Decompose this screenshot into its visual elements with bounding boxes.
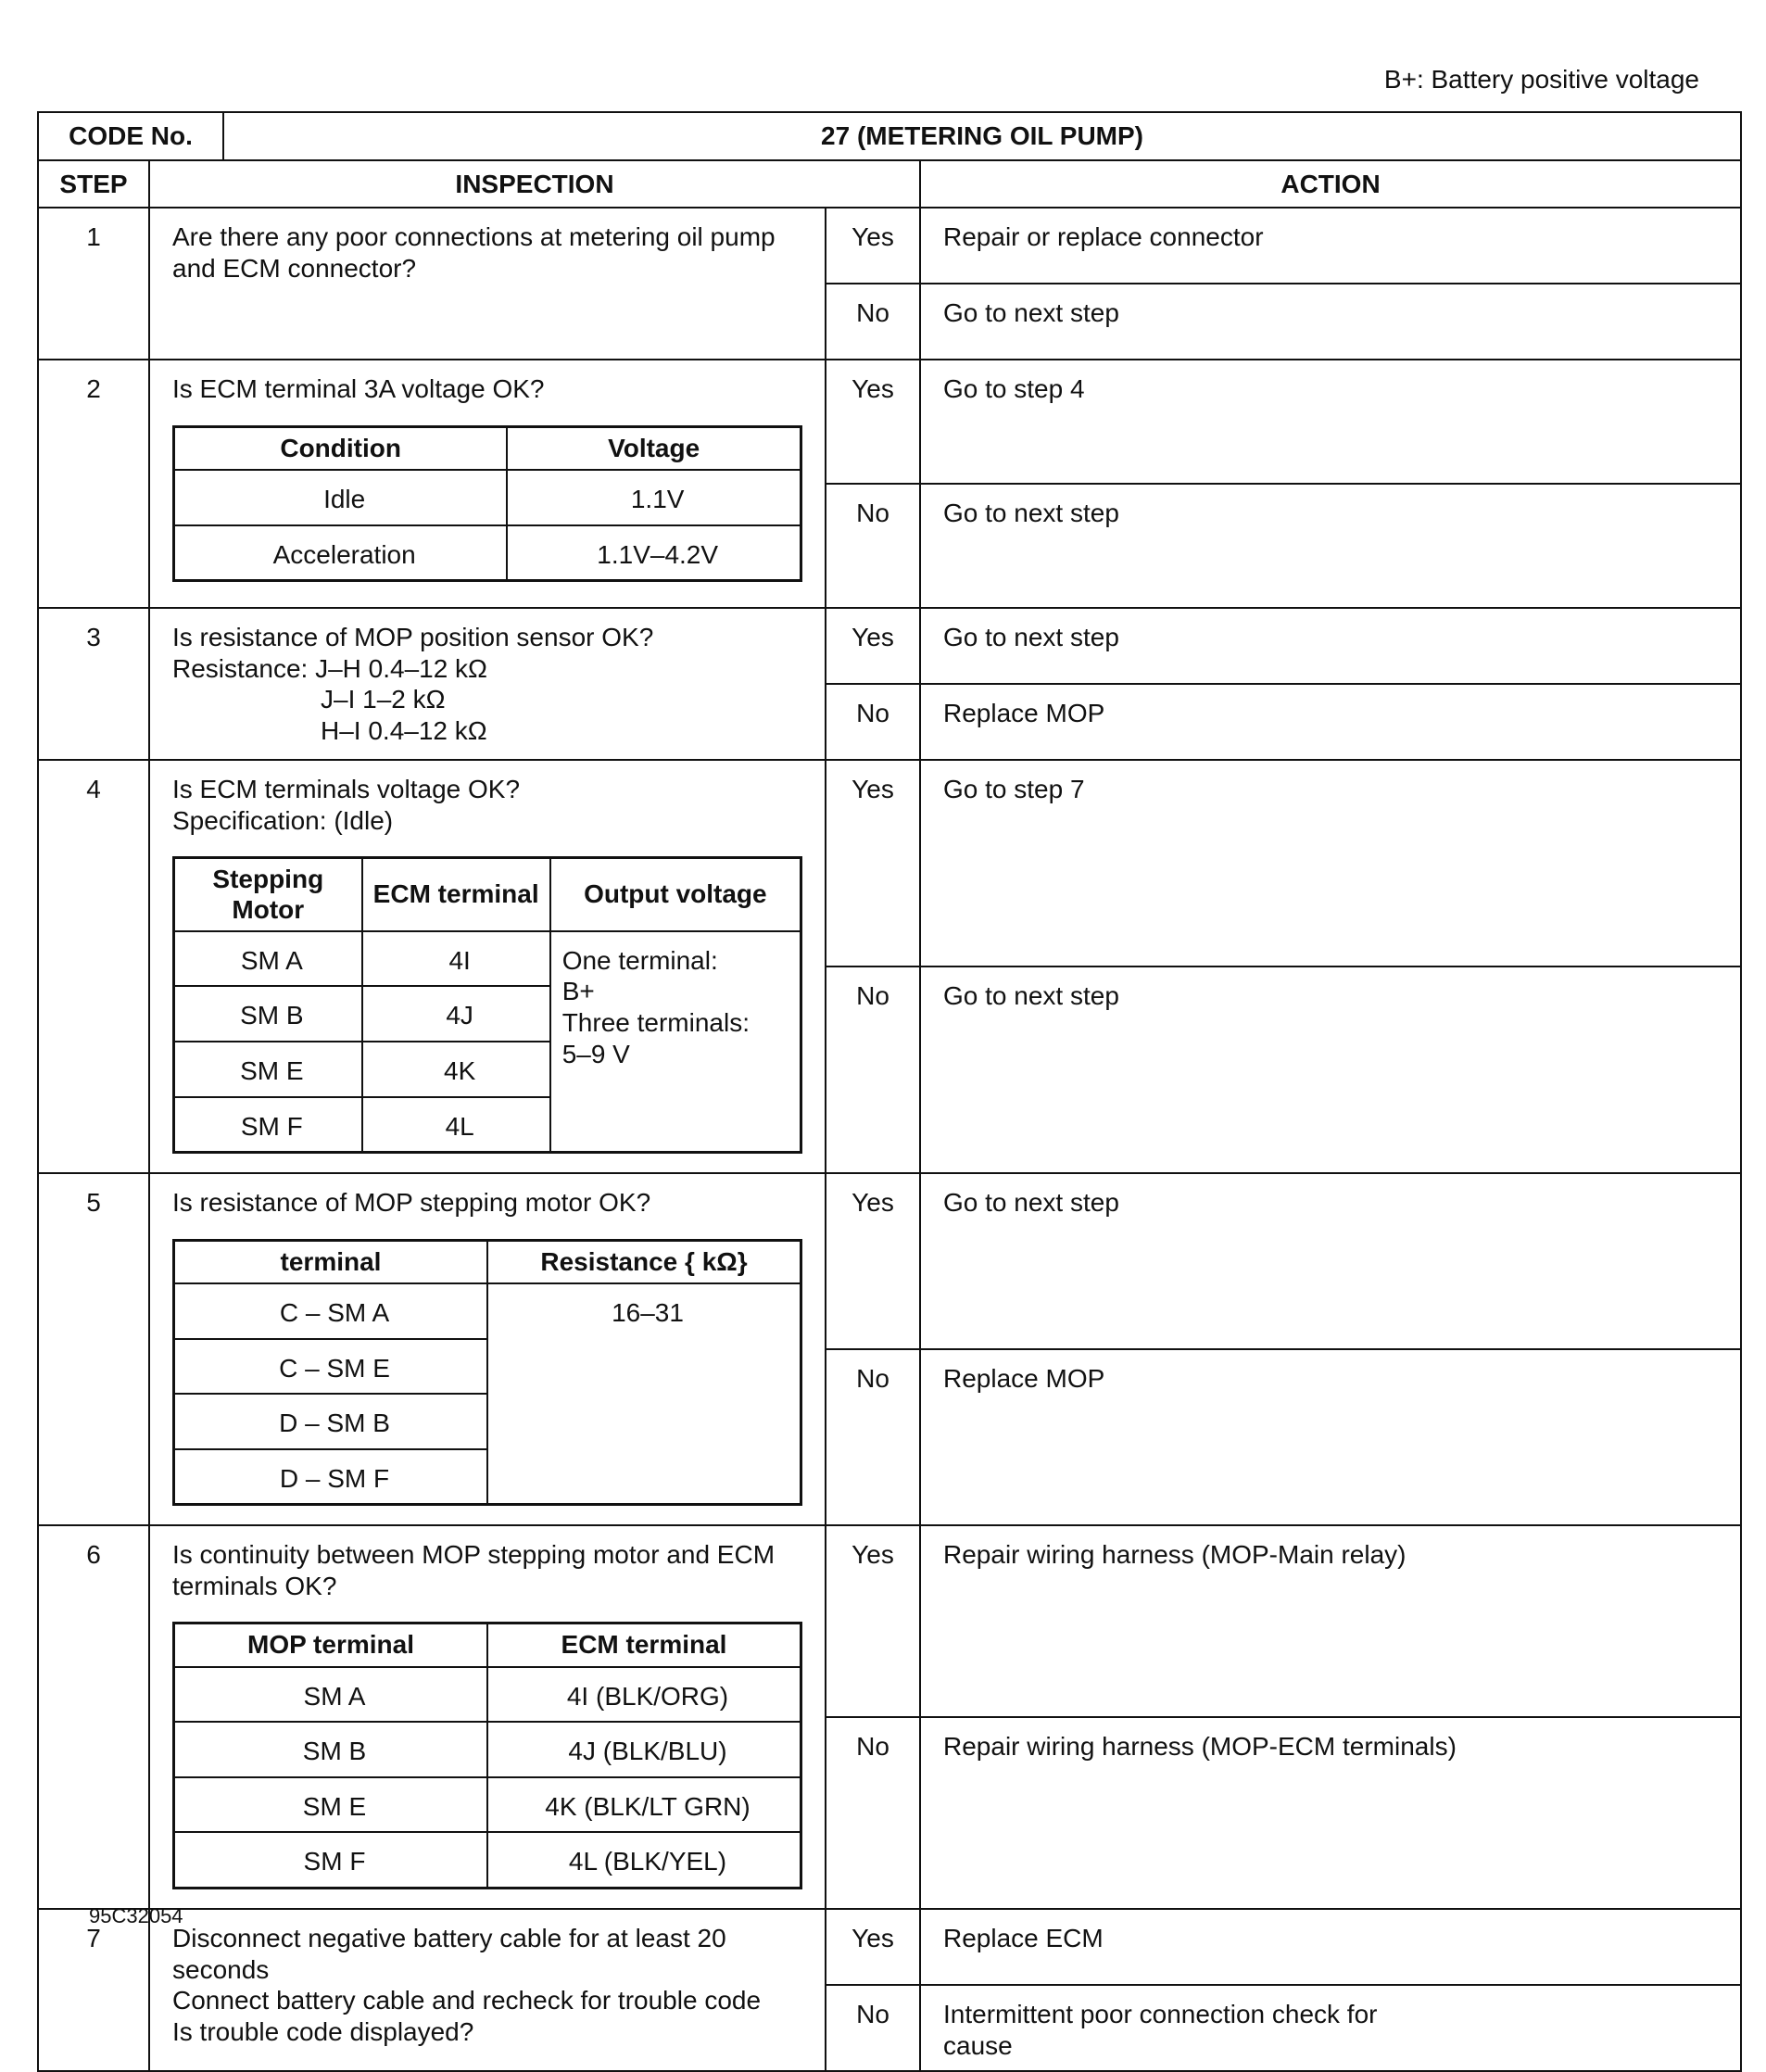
column-header: Condition [174,426,508,470]
no-action: Go to next step [920,484,1741,608]
no-label: No [826,1717,920,1909]
step-number: 5 [38,1173,149,1525]
step-number: 1 [38,208,149,360]
inspection-cell [149,760,826,1173]
column-header: ECM terminal [487,1623,801,1667]
output-line: Three terminals: [561,1007,750,1037]
step-4-yes-row [38,760,1741,967]
yes-action: Repair or replace connector [920,208,1741,284]
step-number: 3 [38,608,149,760]
resistance-value: 16–31 [487,1283,801,1505]
step-7-yes-row [38,1909,1741,1985]
no-label: No [826,1349,920,1525]
resistance-spec: H–I 0.4–12 kΩ [321,715,487,745]
no-label: No [826,684,920,760]
inspection-line: Resistance: J–H 0.4–12 kΩ [172,653,487,683]
output-line: B+ [561,977,595,1006]
step-header: STEP [38,160,149,208]
inspection-line: Connect battery cable and recheck for trouble code [172,1986,762,2015]
table-cell: 1.1V–4.2V [507,525,801,581]
step-number: 4 [38,760,149,1173]
yes-label: Yes [826,608,920,684]
table-cell: C – SM A [174,1283,488,1339]
diagnostic-table [37,111,1742,2072]
no-action: Replace MOP [920,1349,1741,1525]
column-header: terminal [174,1240,488,1283]
yes-action: Repair wiring harness (MOP-Main relay) [920,1525,1741,1717]
table-cell: SM E [174,1777,488,1833]
step-2-yes-row [38,360,1741,484]
inspection-cell [149,1909,826,2071]
table-cell: SM A [174,931,362,987]
inspection-line: Is resistance of MOP position sensor OK? [172,623,654,652]
yes-label: Yes [826,208,920,284]
inspection-header: INSPECTION [149,160,920,208]
code-row [38,112,1741,160]
inspection-line: and ECM connector? [172,253,417,283]
step-number: 7 [38,1909,149,2071]
inspection-line [172,684,810,715]
table-cell: 4J [362,986,550,1042]
table-cell: 4L (BLK/YEL) [487,1832,801,1888]
inspection-line: seconds [172,1954,270,1984]
yes-action: Go to step 4 [920,360,1741,484]
yes-label: Yes [826,1909,920,1985]
yes-action: Go to next step [920,1173,1741,1349]
table-cell: 4J (BLK/BLU) [487,1722,801,1777]
table-cell: Idle [174,470,508,525]
inspection-cell [149,1173,826,1525]
no-action [920,1985,1741,2071]
table-cell: 4K (BLK/LT GRN) [487,1777,801,1833]
inspection-line: terminals OK? [172,1571,337,1600]
step-number: 6 [38,1525,149,1909]
inspection-line [172,715,810,747]
yes-action: Go to step 7 [920,760,1741,967]
step-3-yes-row [38,608,1741,684]
resistance-table [172,1239,802,1507]
no-action: Go to next step [920,967,1741,1173]
column-header: MOP terminal [174,1623,488,1667]
table-cell: SM A [174,1667,488,1723]
inspection-line: Is resistance of MOP stepping motor OK? [172,1188,651,1218]
inspection-cell [149,608,826,760]
column-header: Voltage [507,426,801,470]
step-6-yes-row [38,1525,1741,1717]
terminal-voltage-table [172,856,802,1154]
inspection-cell [149,360,826,608]
table-cell: D – SM F [174,1449,488,1505]
table-cell: 4L [362,1097,550,1153]
table-cell: 4I (BLK/ORG) [487,1667,801,1723]
table-cell: SM B [174,986,362,1042]
inspection-line: Is ECM terminals voltage OK? [172,775,521,804]
inspection-line: Are there any poor connections at metering oil pump [172,222,776,252]
header-row [38,160,1741,208]
no-action: Replace MOP [920,684,1741,760]
no-label: No [826,1985,920,2071]
continuity-table [172,1622,802,1889]
code-label: CODE No. [38,112,223,160]
yes-label: Yes [826,1173,920,1349]
no-label: No [826,967,920,1173]
no-action: Repair wiring harness (MOP-ECM terminals) [920,1717,1741,1909]
yes-action: Replace ECM [920,1909,1741,1985]
table-cell: Acceleration [174,525,508,581]
table-cell: SM B [174,1722,488,1777]
table-cell: 4I [362,931,550,987]
inspection-line: Is continuity between MOP stepping motor and ECM [172,1540,776,1570]
no-label: No [826,484,920,608]
yes-label: Yes [826,1525,920,1717]
voltage-table [172,425,802,582]
table-cell: SM E [174,1042,362,1097]
column-header: Output voltage [550,858,801,931]
table-cell: SM F [174,1097,362,1153]
inspection-cell [149,208,826,360]
no-action: Go to next step [920,284,1741,360]
output-line: One terminal: [561,945,718,975]
yes-label: Yes [826,360,920,484]
output-voltage-cell [550,931,801,1153]
action-line: cause [943,2030,1013,2060]
table-cell: C – SM E [174,1339,488,1395]
action-line: Intermittent poor connection check for [943,2000,1378,2029]
inspection-line: Specification: (Idle) [172,805,394,835]
step-5-yes-row [38,1173,1741,1349]
column-header: Resistance { kΩ} [487,1240,801,1283]
inspection-cell [149,1525,826,1909]
table-cell: 1.1V [507,470,801,525]
step-1-yes-row [38,208,1741,284]
yes-action: Go to next step [920,608,1741,684]
table-cell: SM F [174,1832,488,1888]
resistance-spec: J–I 1–2 kΩ [321,685,446,714]
code-value: 27 (METERING OIL PUMP) [223,112,1741,160]
battery-note: B+: Battery positive voltage [1383,65,1699,94]
yes-label: Yes [826,760,920,967]
column-header: ECM terminal [362,858,550,931]
output-line: 5–9 V [561,1039,630,1068]
no-label: No [826,284,920,360]
step-number: 2 [38,360,149,608]
inspection-line: Is trouble code displayed? [172,2016,474,2046]
inspection-line: Is ECM terminal 3A voltage OK? [172,374,545,404]
action-header: ACTION [920,160,1741,208]
table-cell: 4K [362,1042,550,1097]
table-cell: D – SM B [174,1394,488,1449]
column-header: Stepping Motor [174,858,362,931]
figure-id: 95C32054 [89,1904,183,1927]
inspection-line: Disconnect negative battery cable for at least 20 [172,1924,726,1953]
